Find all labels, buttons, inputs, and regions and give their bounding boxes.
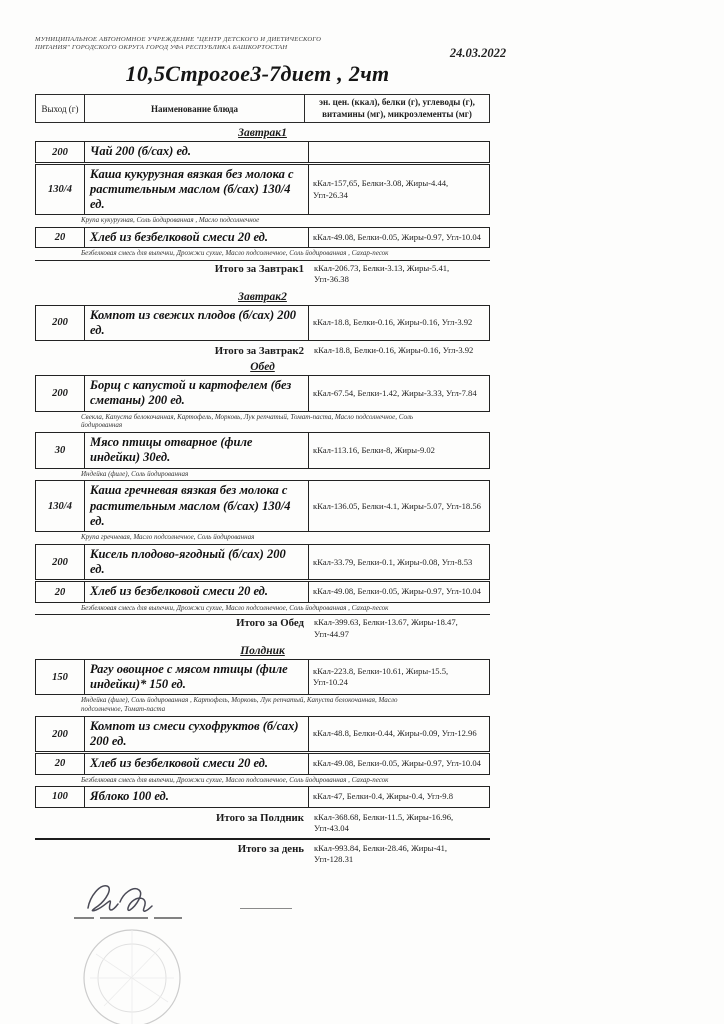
nutrition-cell: кКал-47, Белки-0.4, Жиры-0.4, Угл-9.8 xyxy=(313,791,454,802)
day-total-label: Итого за день xyxy=(237,842,304,855)
nutrition-cell: кКал-157,65, Белки-3.08, Жиры-4.44, Угл-26.34 xyxy=(313,178,449,200)
nutrition-cell: кКал-67.54, Белки-1.42, Жиры-3.33, Угл-7.84 xyxy=(313,387,477,398)
weight-cell: 20 xyxy=(36,582,85,601)
dish-name-cell: Хлеб из безбелковой смеси 20 ед. xyxy=(85,228,309,247)
section-heading-breakfast1: Завтрак1 xyxy=(238,127,287,140)
signature-block xyxy=(60,874,490,1024)
dish-name-cell: Кисель плодово-ягодный (б/сах) 200 ед. xyxy=(85,545,309,580)
section-total-row xyxy=(35,810,490,835)
section-total-nutrition: кКал-368.68, Белки-11.5, Жиры-16.96, Угл-43.04 xyxy=(314,811,454,833)
signature-and-stamp xyxy=(60,874,300,1024)
nutrition-cell xyxy=(309,142,489,161)
section-total-row xyxy=(35,343,490,357)
section-total-row xyxy=(35,260,490,286)
ingredients-note: Индейка (филе), Соль йодированная xyxy=(81,469,189,478)
dish-name-cell: Хлеб из безбелковой смеси 20 ед. xyxy=(85,582,309,601)
dish-name-cell: Хлеб из безбелковой смеси 20 ед. xyxy=(85,754,309,773)
section-total-nutrition: кКал-18.8, Белки-0.16, Жиры-0.16, Угл-3.92 xyxy=(314,345,474,356)
table-row xyxy=(35,659,490,696)
table-row xyxy=(35,305,490,342)
section-total-nutrition: кКал-399.63, Белки-13.67, Жиры-18.47, Угл-44.97 xyxy=(314,617,458,639)
ingredients-note: Крупа гречневая, Масло подсолнечное, Соль йодированная xyxy=(81,533,255,542)
weight-cell: 20 xyxy=(36,228,85,247)
weight-cell: 100 xyxy=(36,787,85,806)
table-row xyxy=(35,480,490,532)
ingredients-note: Безбелковая смесь для выпечки, Дрожжи сухие, Масло подсолнечное, Соль йодированная , Сахар-песок xyxy=(81,603,389,612)
nutrition-cell: кКал-223.8, Белки-10.61, Жиры-15.5, Угл-10.24 xyxy=(313,665,449,688)
signature-line xyxy=(240,908,292,909)
dish-name-cell: Борщ с капустой и картофелем (без сметаны) 200 ед. xyxy=(85,376,309,411)
column-header-dish: Наименование блюда xyxy=(85,95,305,122)
nutrition-cell: кКал-33.79, Белки-0.1, Жиры-0.08, Угл-8.53 xyxy=(313,556,473,567)
table-header-row xyxy=(35,94,490,123)
dish-name-cell: Компот из смеси сухофруктов (б/сах) 200 ед. xyxy=(85,717,309,752)
ingredients-note: Индейка (филе), Соль йодированная , Картофель, Морковь, Лук репчатый, Капуста белокочанная, Масло подсолнечное, Томат-паста xyxy=(81,696,398,714)
section-total-row xyxy=(35,614,490,640)
dish-name-cell: Мясо птицы отварное (филе индейки) 30ед. xyxy=(85,433,309,468)
weight-cell: 30 xyxy=(36,433,85,468)
section-total-label: Итого за Обед xyxy=(236,617,304,630)
dish-name-cell: Каша гречневая вязкая без молока с растительным маслом (б/сах) 130/4 ед. xyxy=(85,481,309,531)
column-header-weight: Выход (г) xyxy=(36,95,85,122)
document-date: 24.03.2022 xyxy=(449,46,507,60)
weight-cell: 20 xyxy=(36,754,85,773)
dish-name-cell: Компот из свежих плодов (б/сах) 200 ед. xyxy=(85,306,309,341)
weight-cell: 200 xyxy=(36,306,85,341)
day-total-nutrition: кКал-993.84, Белки-28.46, Жиры-41, Угл-128.31 xyxy=(314,842,448,865)
table-row xyxy=(35,432,490,469)
table-row xyxy=(35,375,490,412)
nutrition-cell: кКал-49.08, Белки-0.05, Жиры-0.97, Угл-10.04 xyxy=(313,586,481,597)
weight-cell: 150 xyxy=(36,660,85,695)
table-row xyxy=(35,141,490,162)
table-row xyxy=(35,581,490,602)
table-row xyxy=(35,544,490,581)
section-heading-snack: Полдник xyxy=(240,644,285,657)
section-total-label: Итого за Завтрак2 xyxy=(214,345,304,358)
nutrition-cell: кКал-49.08, Белки-0.05, Жиры-0.97, Угл-10.04 xyxy=(313,758,481,769)
organization-name: МУНИЦИПАЛЬНОЕ АВТОНОМНОЕ УЧРЕЖДЕНИЕ "ЦЕНТР ДЕТСКОГО И ДИЕТИЧЕСКОГО ПИТАНИЯ" ГОРОДСКОГО ОКРУГА ГОРОД УФА РЕСПУБЛИКА БАШКОРТОСТАН xyxy=(35,36,322,52)
signature xyxy=(88,886,152,911)
table-row xyxy=(35,786,490,807)
day-total-row xyxy=(35,838,490,866)
weight-cell: 200 xyxy=(36,545,85,580)
table-row xyxy=(35,164,490,216)
section-heading-lunch: Обед xyxy=(250,361,275,374)
ingredients-note: Безбелковая смесь для выпечки, Дрожжи сухие, Масло подсолнечное, Соль йодированная , Сахар-песок xyxy=(81,775,389,784)
page-title: 10,5Строгое3-7диет , 2чт xyxy=(125,61,390,87)
ingredients-note: Свекла, Капуста белокочанная, Картофель, Морковь, Лук репчатый, Томат-паста, Масло подсолнечное, Соль йодированная xyxy=(81,412,414,430)
nutrition-cell: кКал-18.8, Белки-0.16, Жиры-0.16, Угл-3.92 xyxy=(313,317,473,328)
dish-name-cell: Рагу овощное с мясом птицы (филе индейки)* 150 ед. xyxy=(85,660,309,695)
weight-cell: 130/4 xyxy=(36,165,85,215)
dish-name-cell: Каша кукурузная вязкая без молока с растительным маслом (б/сах) 130/4 ед. xyxy=(85,165,309,215)
table-row xyxy=(35,716,490,753)
weight-cell: 200 xyxy=(36,717,85,752)
ingredients-note: Безбелковая смесь для выпечки, Дрожжи сухие, Масло подсолнечное, Соль йодированная , Сахар-песок xyxy=(81,249,389,258)
stamp-circle xyxy=(84,930,180,1024)
table-row xyxy=(35,753,490,774)
nutrition-cell: кКал-49.08, Белки-0.05, Жиры-0.97, Угл-10.04 xyxy=(313,232,481,243)
section-total-nutrition: кКал-206.73, Белки-3.13, Жиры-5.41, Угл-36.38 xyxy=(314,263,450,285)
nutrition-cell: кКал-113.16, Белки-8, Жиры-9.02 xyxy=(313,444,435,455)
section-total-label: Итого за Полдник xyxy=(216,811,304,824)
dish-name-cell: Чай 200 (б/сах) ед. xyxy=(85,142,309,161)
weight-cell: 130/4 xyxy=(36,481,85,531)
document-content xyxy=(35,36,507,1024)
nutrition-cell: кКал-136.05, Белки-4.1, Жиры-5.07, Угл-18.56 xyxy=(313,500,481,511)
nutrition-cell: кКал-48.8, Белки-0.44, Жиры-0.09, Угл-12.96 xyxy=(313,728,477,739)
section-heading-breakfast2: Завтрак2 xyxy=(238,290,287,303)
ingredients-note: Крупа кукурузная, Соль йодированная , Масло подсолнечное xyxy=(81,216,260,225)
table-row xyxy=(35,227,490,248)
weight-cell: 200 xyxy=(36,142,85,161)
weight-cell: 200 xyxy=(36,376,85,411)
section-total-label: Итого за Завтрак1 xyxy=(214,263,304,276)
dish-name-cell: Яблоко 100 ед. xyxy=(85,787,309,806)
column-header-nutrition: эн. цен. (ккал), белки (г), углеводы (г), витамины (мг), микроэлементы (мг) xyxy=(319,97,475,119)
